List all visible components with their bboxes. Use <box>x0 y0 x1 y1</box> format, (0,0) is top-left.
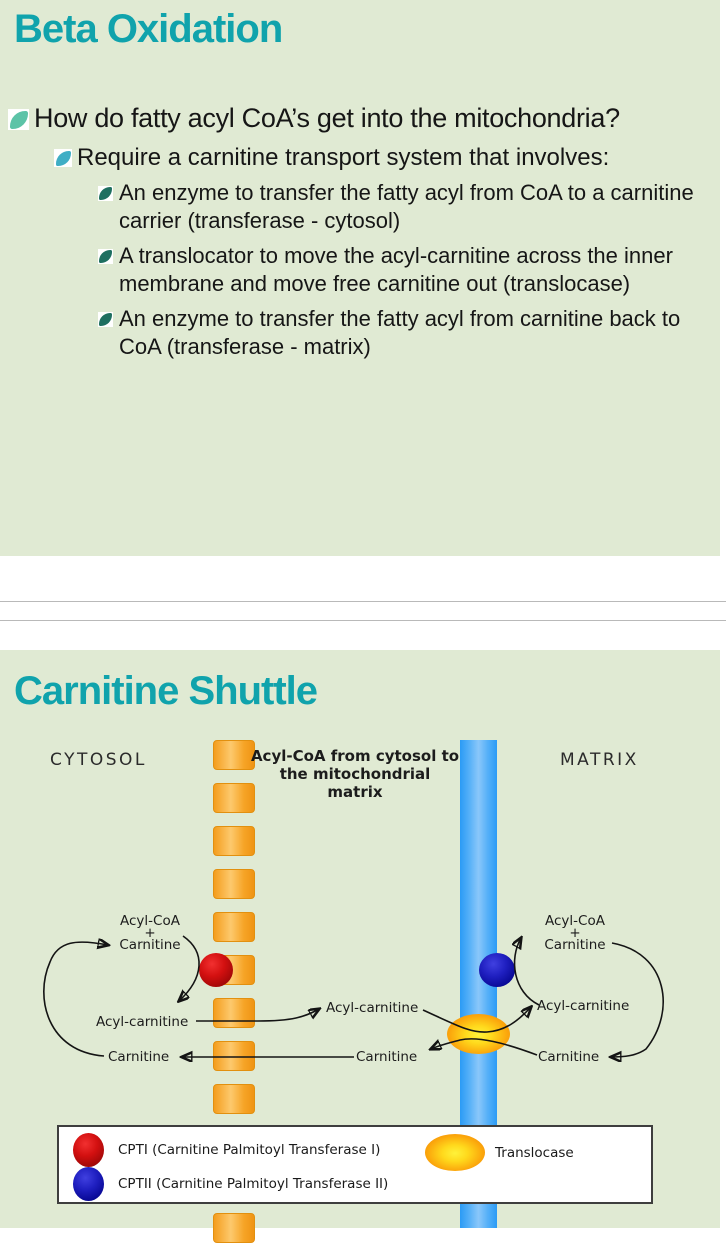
cpt2-legend-dot <box>73 1167 104 1201</box>
outer-membrane-segment <box>213 1084 255 1114</box>
page-title: Beta Oxidation <box>14 7 283 51</box>
acyl-coa-label: Acyl-CoA <box>545 913 605 929</box>
bullet-text: An enzyme to transfer the fatty acyl from CoA to a carnitine carrier (transferase - cytosol) <box>119 180 694 233</box>
translocase-legend-dot <box>425 1134 485 1171</box>
acyl-carnitine-label-right: Acyl-carnitine <box>537 998 630 1014</box>
bullet-text: An enzyme to transfer the fatty acyl from carnitine back to CoA (transferase - matrix) <box>119 306 681 359</box>
caption-line: the mitochondrial matrix <box>279 765 431 801</box>
bullet-item-level2 <box>54 143 609 172</box>
acyl-coa-label: Acyl-CoA <box>120 913 180 929</box>
cpt1-enzyme-dot <box>199 953 233 987</box>
acyl-carnitine-label-center: Acyl-carnitine <box>326 1000 419 1016</box>
diagram-caption <box>250 747 460 801</box>
bullet-item-level3 <box>98 305 725 361</box>
leaf-bullet-icon <box>54 149 72 167</box>
carnitine-label: Carnitine <box>544 937 606 953</box>
outer-membrane-segment <box>213 912 255 942</box>
translocase-dot <box>447 1014 510 1054</box>
outer-membrane-segment <box>213 826 255 856</box>
slide-separator-line <box>0 601 726 602</box>
slide-separator-line <box>0 620 726 621</box>
cpt2-legend-label: CPTII (Carnitine Palmitoyl Transferase II) <box>118 1176 389 1192</box>
leaf-bullet-icon <box>98 249 113 264</box>
cytosol-label: CYTOSOL <box>50 750 147 770</box>
matrix-label: MATRIX <box>560 750 639 770</box>
sub-bullet-list <box>98 179 725 368</box>
carnitine-label-left: Carnitine <box>108 1049 170 1065</box>
bullet-item-level1 <box>8 102 620 135</box>
bullet-item-level3 <box>98 242 725 298</box>
plus-sign: + <box>144 925 156 941</box>
arrow-carnitine-recycle-left <box>44 942 108 1056</box>
outer-membrane-segment <box>213 998 255 1028</box>
bullet-text: A translocator to move the acyl-carnitine across the inner membrane and move free carnitine out (translocase) <box>119 243 673 296</box>
carnitine-label-right: Carnitine <box>538 1049 600 1065</box>
bullet-text: How do fatty acyl CoA’s get into the mitochondria? <box>34 103 620 133</box>
acyl-coa-carnitine-group-left <box>111 915 189 951</box>
cpt1-legend-dot <box>73 1133 104 1167</box>
carnitine-shuttle-diagram <box>0 740 726 1228</box>
plus-sign: + <box>569 925 581 941</box>
caption-line: Acyl-CoA from cytosol to <box>250 747 460 765</box>
leaf-bullet-icon <box>8 109 29 130</box>
cpt1-legend-label: CPTI (Carnitine Palmitoyl Transferase I) <box>118 1142 381 1158</box>
outer-membrane-segment <box>213 1041 255 1071</box>
bullet-text: Require a carnitine transport system that involves: <box>77 144 610 171</box>
carnitine-label-center: Carnitine <box>356 1049 418 1065</box>
carnitine-label: Carnitine <box>119 937 181 953</box>
acyl-carnitine-label-left: Acyl-carnitine <box>96 1014 189 1030</box>
outer-membrane-segment <box>213 1213 255 1243</box>
acyl-coa-carnitine-group-right <box>536 915 614 951</box>
legend-box <box>57 1125 653 1204</box>
leaf-bullet-icon <box>98 186 113 201</box>
outer-membrane-segment <box>213 783 255 813</box>
page-title: Carnitine Shuttle <box>14 669 318 713</box>
translocase-legend-label: Translocase <box>495 1145 574 1161</box>
bullet-item-level3 <box>98 179 725 235</box>
outer-membrane-segment <box>213 740 255 770</box>
slide-beta-oxidation <box>0 0 720 556</box>
outer-membrane-segment <box>213 869 255 899</box>
cpt2-enzyme-dot <box>479 953 515 987</box>
slide-carnitine-shuttle <box>0 650 720 1228</box>
leaf-bullet-icon <box>98 312 113 327</box>
